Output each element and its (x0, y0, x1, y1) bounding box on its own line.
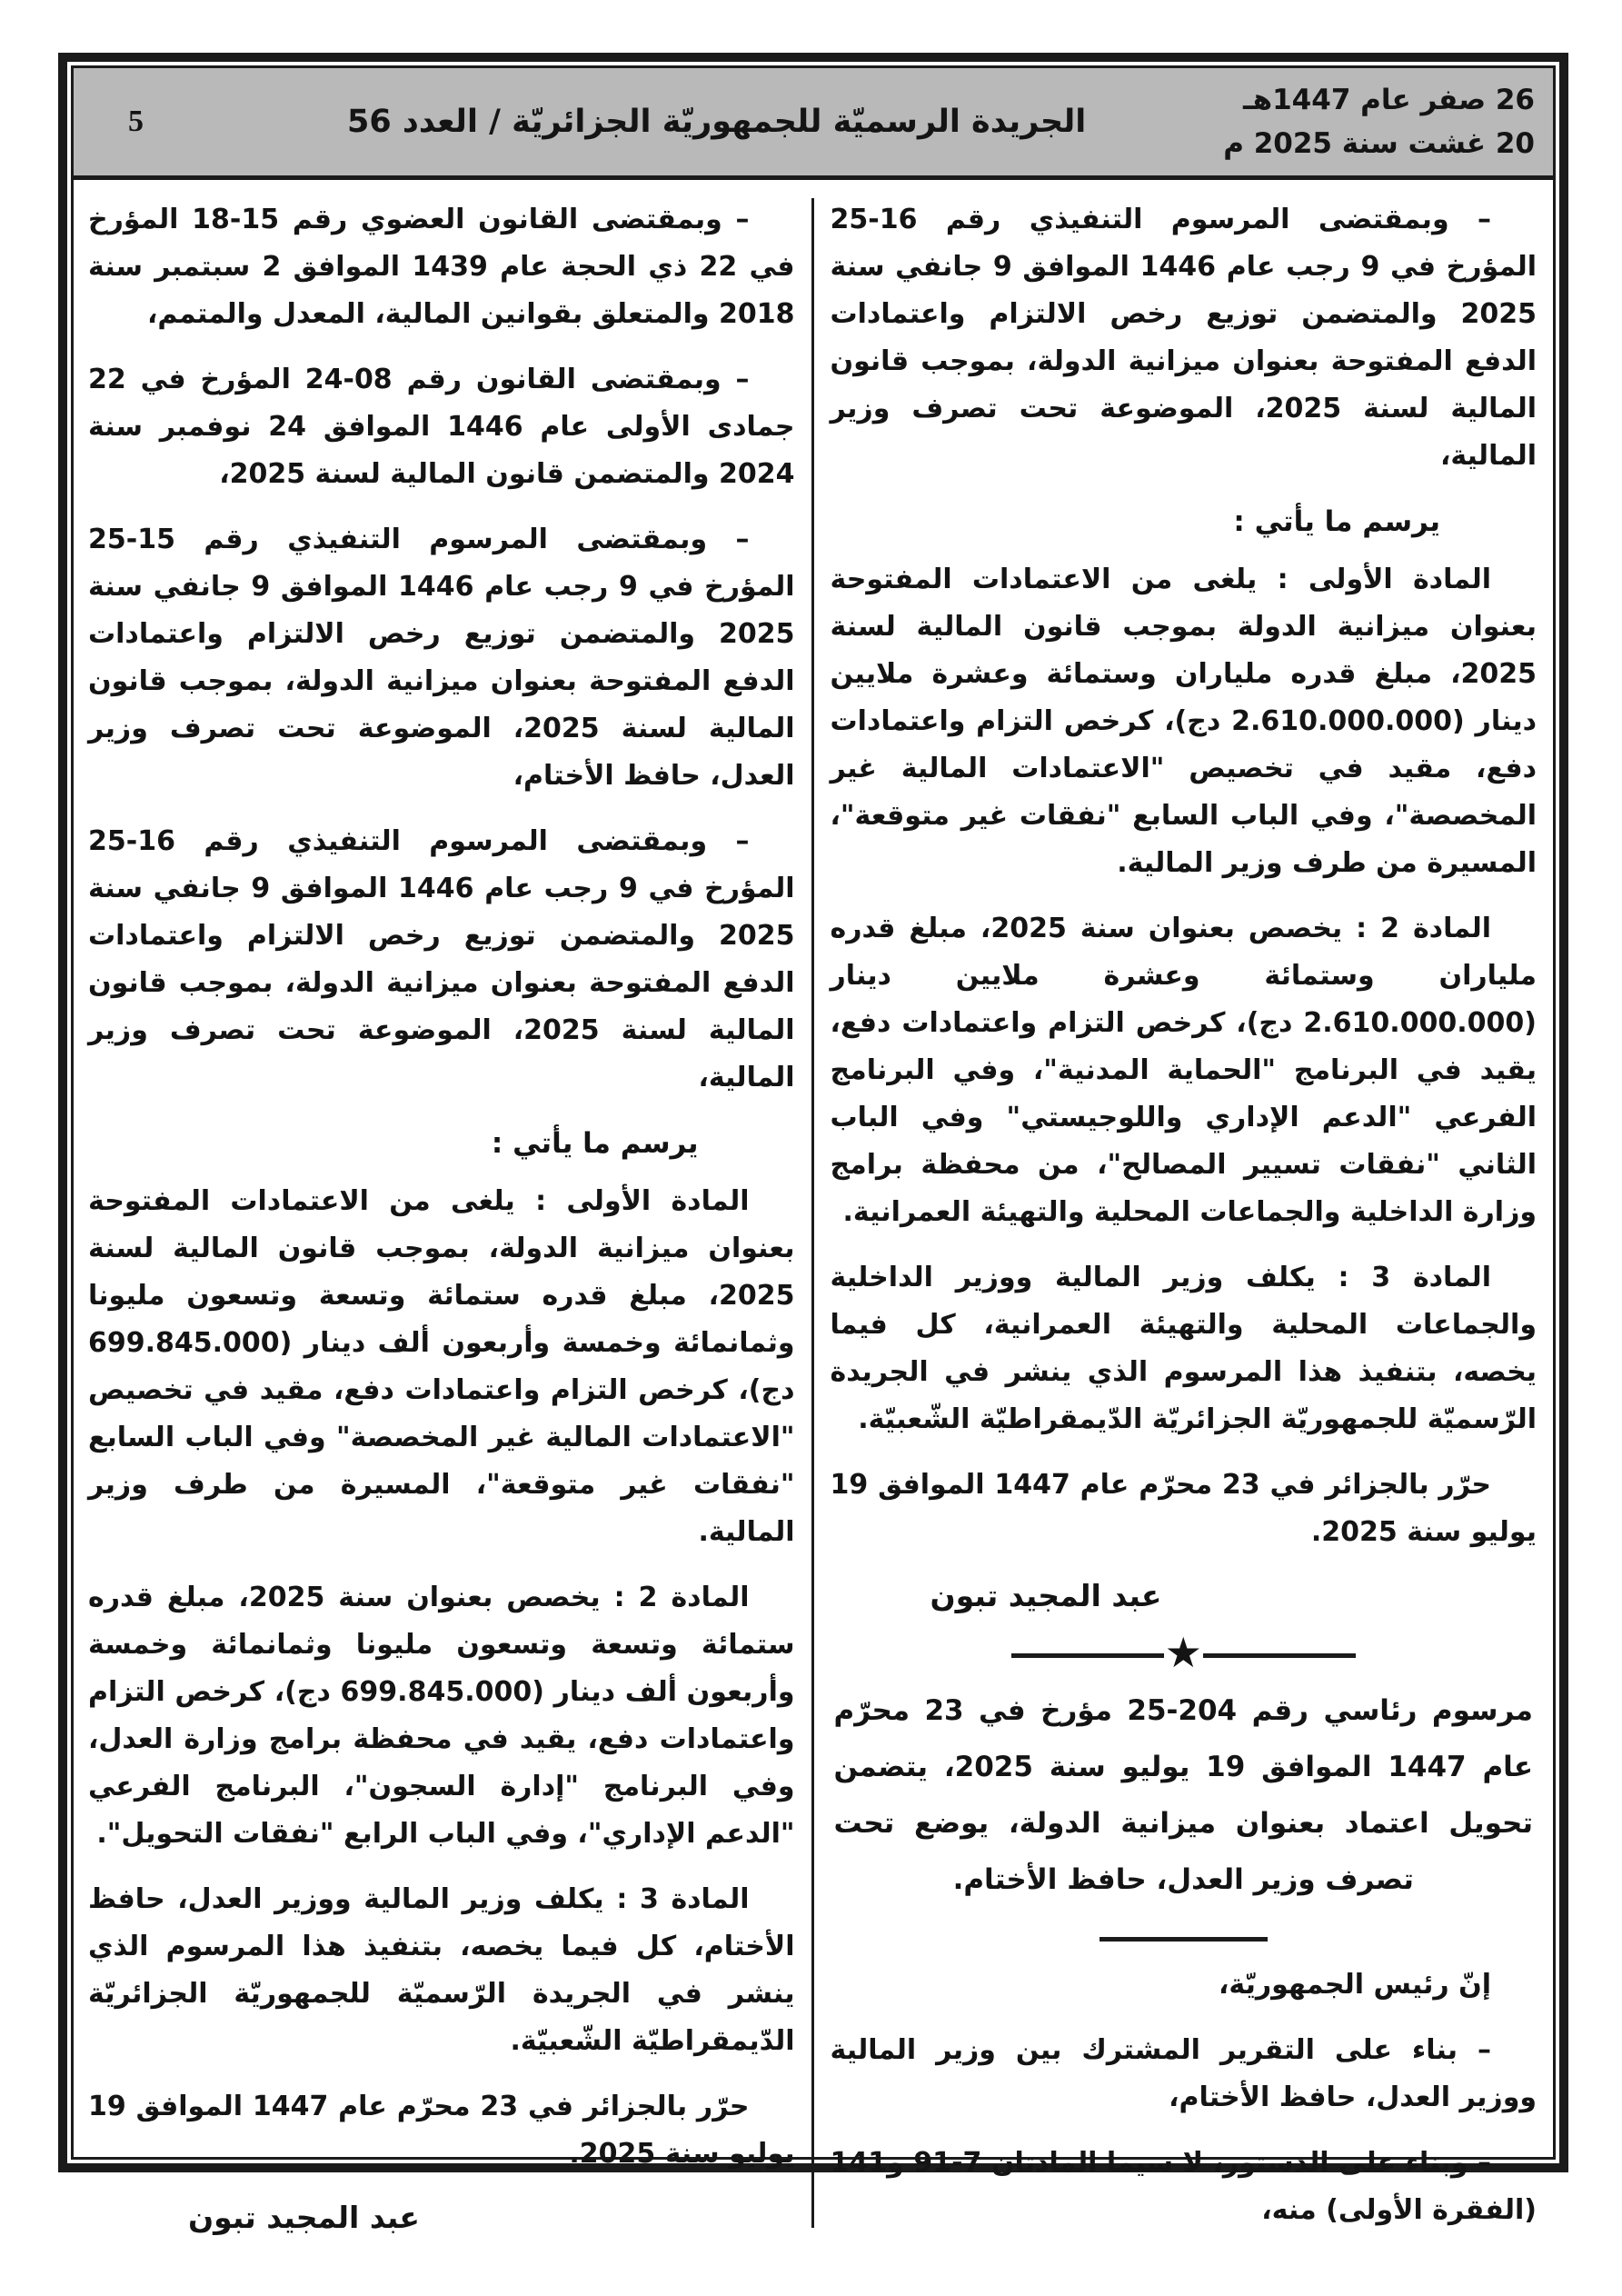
enacts-heading: يرسم ما يأتي : (491, 1127, 699, 1160)
article-paragraph (831, 905, 1537, 1236)
decree-title: مرسوم رئاسي رقم 204-25 مؤرخ في 23 محرّم عام 1447 الموافق 19 يوليو سنة 2025، يتضمن تحويل اعتماد بعنوان ميزانية الدولة، يوضع تحت تصرف وزير العدل، حافظ الأختام. (833, 1694, 1533, 1896)
article-text: يكلف وزير المالية ووزير الداخلية والجماعات المحلية والتهيئة العمرانية، كل فيما يخصه، بتنفيذ هذا المرسوم الذي ينشر في الجريدة الرّسميّة للجمهوريّة الجزائريّة الدّيمقراطيّة الشّعبيّة. (830, 1262, 1537, 1435)
visa-paragraph: – وبمقتضى القانون العضوي رقم 15-18 المؤرخ في 22 ذي الحجة عام 1439 الموافق 2 سبتمبر سنة 2018 والمتعلق بقوانين المالية، المعدل والمتمم، (88, 204, 795, 330)
article-paragraph (88, 1178, 795, 1556)
article-paragraph (88, 1876, 795, 2065)
done-at-line: حرّر بالجزائر في 23 محرّم عام 1447 الموافق 19 يوليو سنة 2025. (88, 2091, 795, 2170)
header-band (74, 68, 1553, 180)
article-lead: المادة الأولى : (1277, 564, 1491, 595)
article-text: يكلف وزير المالية ووزير العدل، حافظ الأختام، كل فيما يخصه، بتنفيذ هذا المرسوم الذي ينشر في الجريدة الرّسميّة للجمهوريّة الجزائريّة الدّيمقراطيّة الشّعبيّة. (88, 1883, 795, 2057)
journal-title: الجريدة الرسميّة للجمهوريّة الجزائريّة / العدد 56 (346, 104, 1087, 140)
visa-paragraph: – وبناء على الدستور، لا سيما المادتان 7-91 و141 (الفقرة الأولى) منه، (830, 2147, 1537, 2226)
article-lead: المادة الأولى : (535, 1185, 750, 1217)
star-separator (894, 1628, 1474, 1677)
page-number: 5 (128, 105, 144, 138)
done-at-line: حرّر بالجزائر في 23 محرّم عام 1447 الموافق 19 يوليو سنة 2025. (830, 1469, 1537, 1548)
article-text: يلغى من الاعتمادات المفتوحة بعنوان ميزانية الدولة، بموجب قانون المالية لسنة 2025، مبلغ قدره ستمائة وتسعة وتسعون مليونا وثمانمائة وخمسة وأربعون ألف دينار (699.845.000 دج)، كرخص التزام واعتمادات دفع، مقيد في تخصيص "الاعتمادات المالية غير المخصصة" وفي الباب السابع "نفقات غير متوقعة"، المسيرة من طرف وزير المالية. (88, 1185, 795, 1548)
content-columns (74, 180, 1553, 2250)
visa-paragraph: – وبمقتضى القانون رقم 08-24 المؤرخ في 22 جمادى الأولى عام 1446 الموافق 24 نوفمبر سنة 2024 والمتضمن قانون المالية لسنة 2025، (88, 364, 795, 490)
article-paragraph (831, 1254, 1537, 1443)
president-line: إنّ رئيس الجمهوريّة، (1219, 1969, 1491, 2001)
separator-bar (1011, 1653, 1164, 1658)
article-paragraph (831, 556, 1537, 887)
visa-paragraph: – وبمقتضى المرسوم التنفيذي رقم 15-25 المؤرخ في 9 رجب عام 1446 الموافق 9 جانفي سنة 2025 والمتضمن توزيع رخص الالتزام واعتمادات الدفع المفتوحة بعنوان ميزانية الدولة، بموجب قانون المالية لسنة 2025، الموضوعة تحت تصرف وزير العدل، حافظ الأختام، (88, 524, 795, 792)
visa-paragraph: – وبمقتضى المرسوم التنفيذي رقم 16-25 المؤرخ في 9 رجب عام 1446 الموافق 9 جانفي سنة 2025 والمتضمن توزيع رخص الالتزام واعتمادات الدفع المفتوحة بعنوان ميزانية الدولة، بموجب قانون المالية لسنة 2025، الموضوعة تحت تصرف وزير المالية، (88, 825, 795, 1093)
page-frame-inner (71, 65, 1556, 2235)
column-divider (811, 198, 814, 2228)
article-lead: المادة 2 : (1356, 913, 1491, 944)
enacts-heading: يرسم ما يأتي : (1233, 505, 1440, 538)
visa-paragraph: – وبمقتضى المرسوم التنفيذي رقم 16-25 المؤرخ في 9 رجب عام 1446 الموافق 9 جانفي سنة 2025 والمتضمن توزيع رخص الالتزام واعتمادات الدفع المفتوحة بعنوان ميزانية الدولة، بموجب قانون المالية لسنة 2025، الموضوعة تحت تصرف وزير المالية، (830, 204, 1537, 472)
article-lead: المادة 3 : (616, 1883, 750, 1915)
short-separator (1100, 1937, 1268, 1942)
star-icon: ★ (1164, 1628, 1202, 1677)
column-right (814, 193, 1545, 2235)
separator-bar (1203, 1653, 1356, 1658)
page-frame (58, 53, 1568, 2235)
hijri-date: 26 صفر عام 1447هـ (1243, 84, 1535, 116)
article-text: يخصص بعنوان سنة 2025، مبلغ قدره ملياران وستمائة وعشرة ملايين دينار (2.610.000.000 دج)، كرخص التزام واعتمادات دفع، يقيد في البرنامج "الحماية المدنية"، وفي البرنامج الفرعي "الدعم الإداري واللوجيستي" وفي الباب الثاني "نفقات تسيير المصالح"، من محفظة برامج وزارة الداخلية والجماعات المحلية والتهيئة العمرانية. (830, 913, 1537, 1228)
article-paragraph (88, 1574, 795, 1858)
article-lead: المادة 2 : (613, 1582, 750, 1613)
article-lead: المادة 3 : (1338, 1262, 1491, 1293)
signature: عبد المجيد تبون (188, 2200, 420, 2235)
signature: عبد المجيد تبون (930, 1578, 1162, 1613)
column-left (83, 193, 811, 2235)
article-text: يخصص بعنوان سنة 2025، مبلغ قدره ستمائة وتسعة وتسعون مليونا وثمانمائة وخمسة وأربعون ألف دينار (699.845.000 دج)، كرخص التزام واعتمادات دفع، يقيد في محفظة برامج وزارة العدل، وفي البرنامج "إدارة السجون"، البرنامج الفرعي "الدعم الإداري"، وفي الباب الرابع "نفقات التحويل". (88, 1582, 795, 1850)
article-text: يلغى من الاعتمادات المفتوحة بعنوان ميزانية الدولة بموجب قانون المالية لسنة 2025، مبلغ قدره ملياران وستمائة وعشرة ملايين دينار (2.610.000.000 دج)، كرخص التزام واعتمادات دفع، مقيد في تخصيص "الاعتمادات المالية غير المخصصة"، وفي الباب السابع "نفقات غير متوقعة"، المسيرة من طرف وزير المالية. (830, 564, 1537, 879)
gregorian-date: 20 غشت سنة 2025 م (1223, 127, 1535, 160)
visa-paragraph: – بناء على التقرير المشترك بين وزير المالية ووزير العدل، حافظ الأختام، (830, 2034, 1537, 2113)
header-dates (1205, 78, 1553, 165)
